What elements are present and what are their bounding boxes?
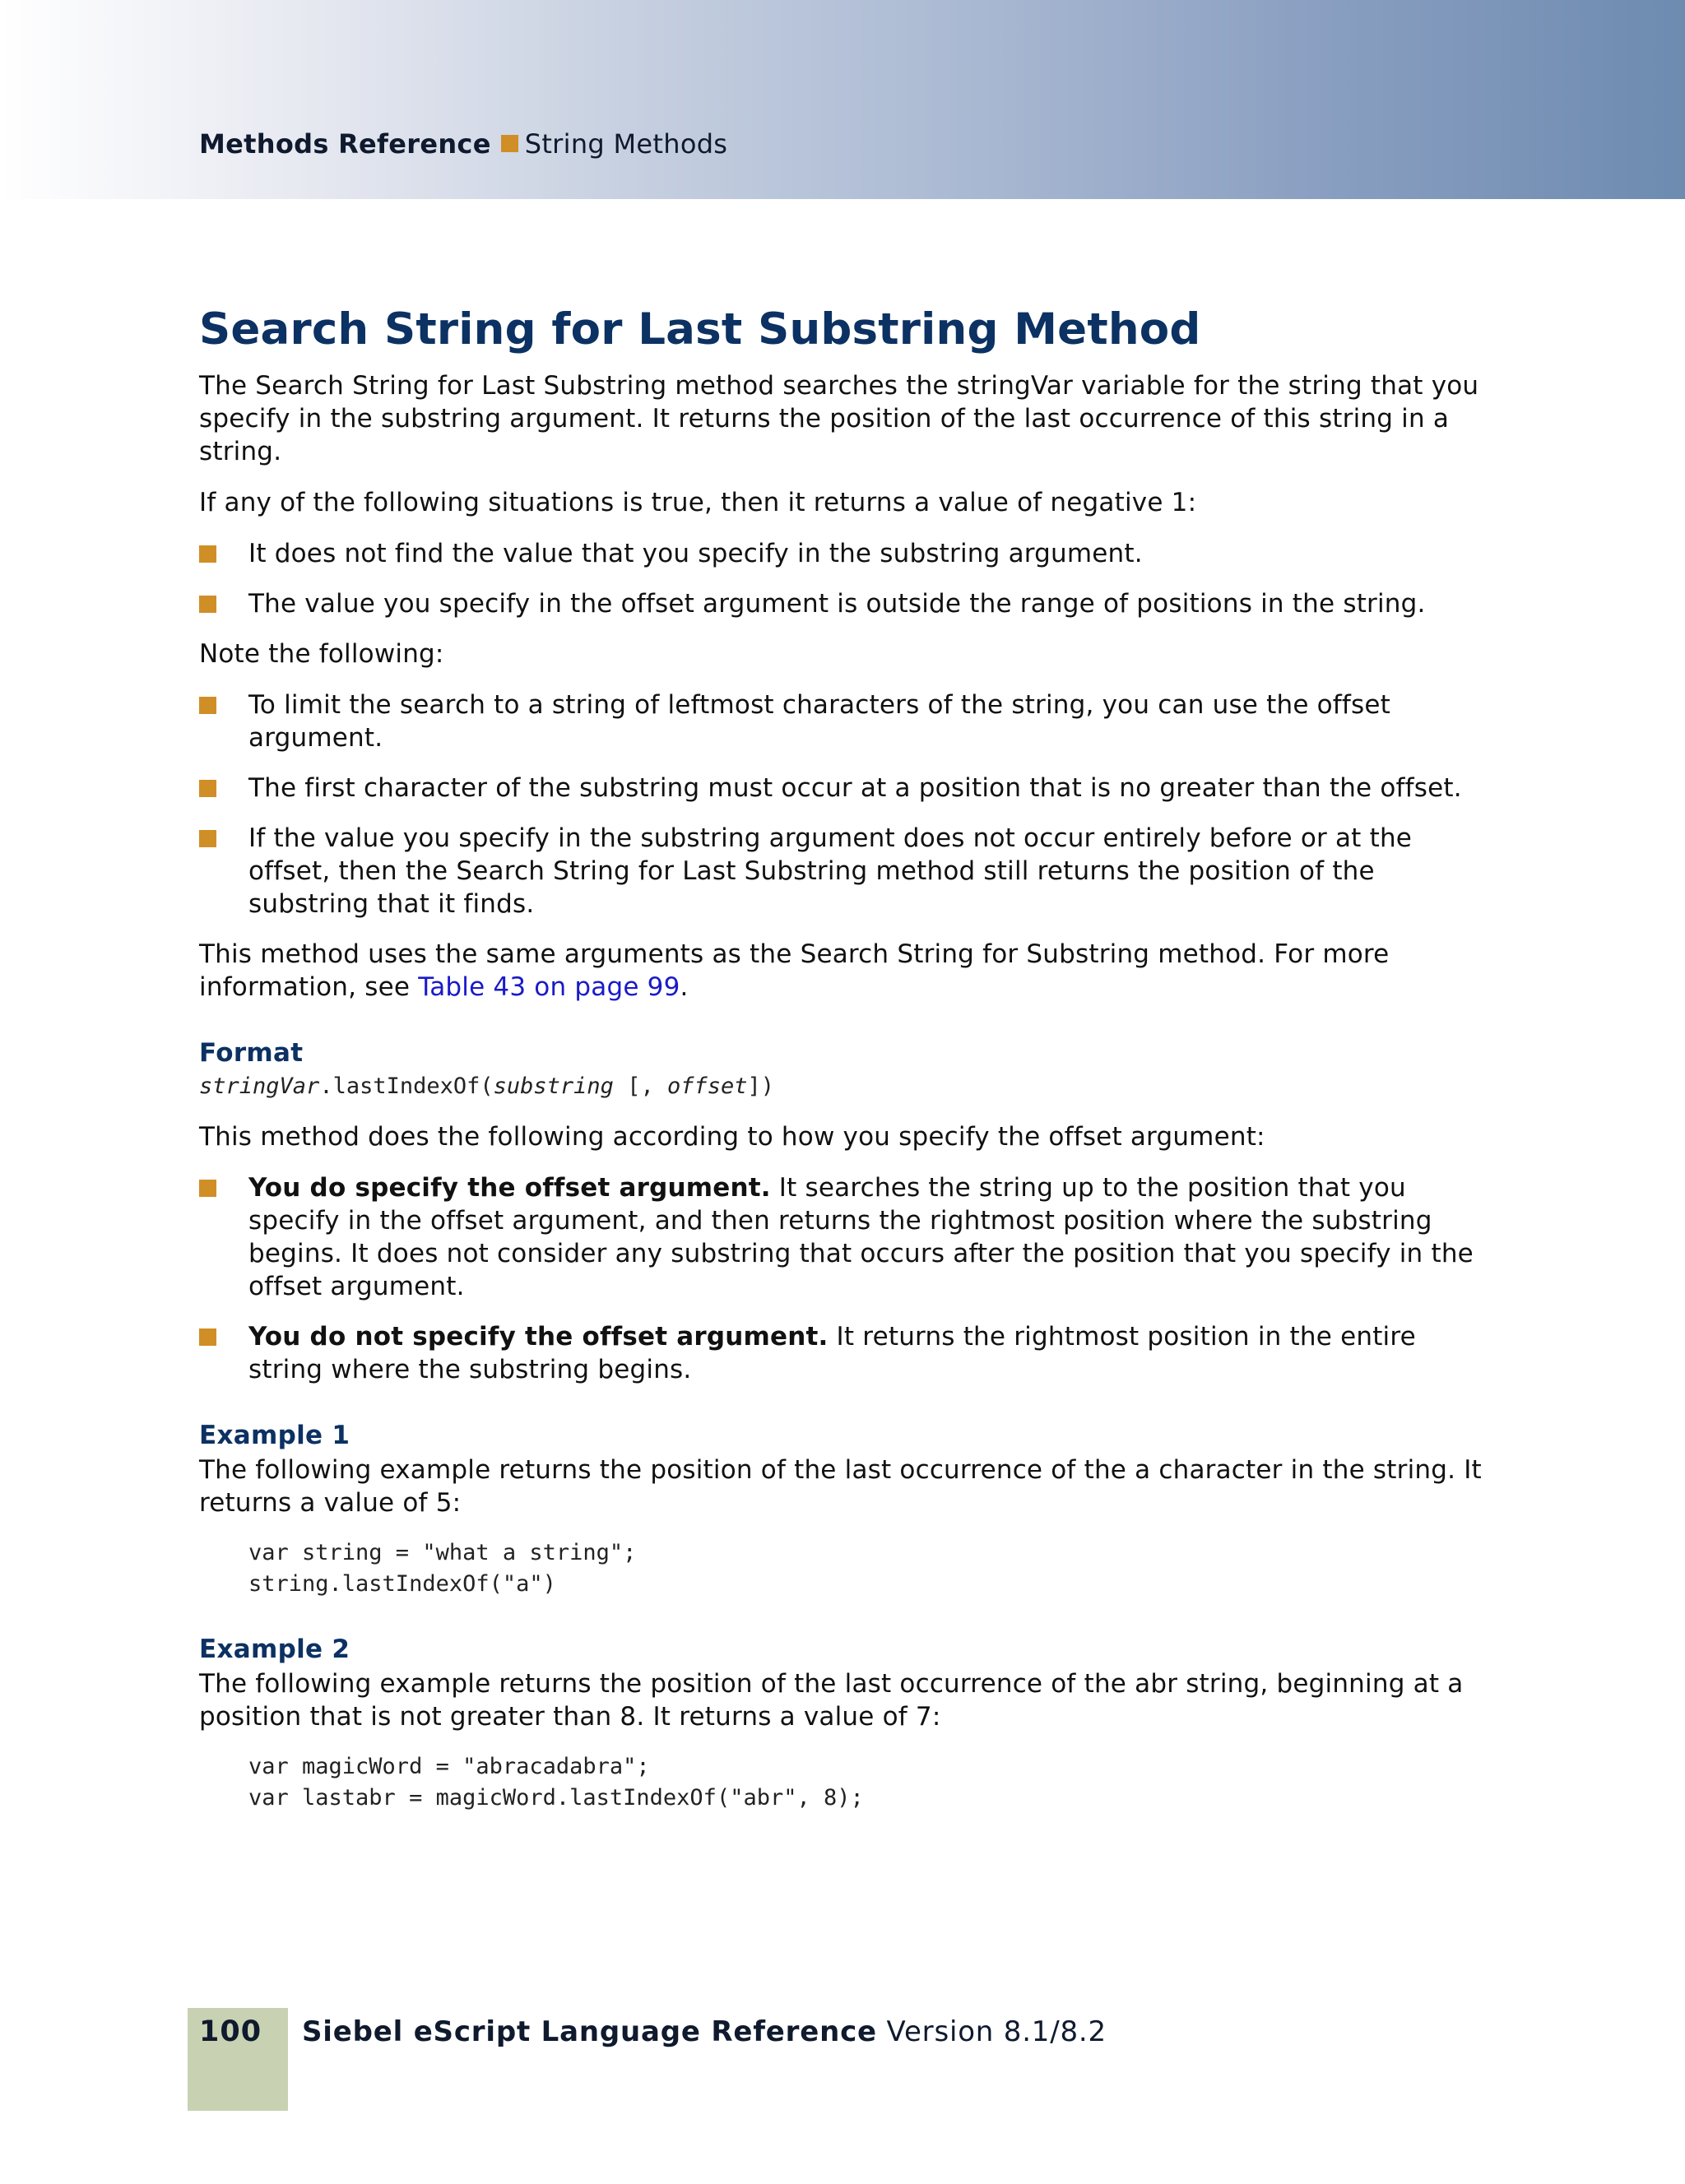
example2-text: The following example returns the position of the last occurrence of the abr string, beginning at a position that is not greater than 8. It returns a value of 7: bbox=[199, 1669, 1464, 1732]
behavior-intro: This method does the following according to how you specify the offset argument: bbox=[199, 1122, 1265, 1152]
list-item: You do specify the offset argument. It searches the string up to the position that you specify in the offset argument, and then returns the rightmost position where the substring begins. It does not consider any substring that occurs after the position that you specify in the offset argument. bbox=[199, 1171, 1483, 1303]
list-item: If the value you specify in the substring argument does not occur entirely before or at the offset, then the Search String for Last Substring method still returns the position of the substring that it finds. bbox=[199, 822, 1483, 920]
table-reference-link[interactable]: Table 43 on page 99 bbox=[418, 972, 680, 1002]
list-item: To limit the search to a string of leftmost characters of the string, you can use the offset argument. bbox=[199, 689, 1483, 754]
running-head bbox=[199, 128, 727, 160]
arguments-paragraph: This method uses the same arguments as the Search String for Substring method. For more information, see Table 43 on page 99. bbox=[199, 939, 1390, 1002]
intro-paragraph: The Search String for Last Substring method searches the stringVar variable for the string that you specify in the substring argument. It returns the position of the last occurrence of this string in a string. bbox=[199, 371, 1479, 466]
conditions-intro: If any of the following situations is true, then it returns a value of negative 1: bbox=[199, 488, 1197, 517]
example1-code: var string = "what a string"; string.lastIndexOf("a") bbox=[248, 1540, 637, 1597]
behavior-list bbox=[199, 1171, 1483, 1386]
header-band bbox=[0, 0, 1685, 199]
square-bullet-icon bbox=[199, 545, 216, 563]
example1-heading: Example 1 bbox=[199, 1421, 350, 1450]
example2-heading: Example 2 bbox=[199, 1635, 350, 1664]
list-item: The value you specify in the offset argument is outside the range of positions in the string. bbox=[199, 587, 1483, 620]
running-head-subsection: String Methods bbox=[524, 128, 728, 160]
conditions-list bbox=[199, 537, 1483, 620]
square-bullet-icon bbox=[199, 1328, 216, 1346]
square-bullet-icon bbox=[501, 135, 518, 152]
notes-list bbox=[199, 689, 1483, 920]
square-bullet-icon bbox=[199, 697, 216, 714]
page-title: Search String for Last Substring Method bbox=[199, 304, 1201, 355]
square-bullet-icon bbox=[199, 596, 216, 613]
example2-code: var magicWord = "abracadabra"; var lastabr = magicWord.lastIndexOf("abr", 8); bbox=[248, 1754, 864, 1811]
square-bullet-icon bbox=[199, 780, 216, 797]
example1-text: The following example returns the position of the last occurrence of the a character in the string. It returns a value of 5: bbox=[199, 1455, 1482, 1518]
square-bullet-icon bbox=[199, 1180, 216, 1197]
format-heading: Format bbox=[199, 1038, 304, 1068]
notes-intro: Note the following: bbox=[199, 639, 444, 669]
list-item: The first character of the substring must occur at a position that is no greater than the offset. bbox=[199, 772, 1483, 805]
running-head-section: Methods Reference bbox=[199, 128, 491, 160]
list-item: You do not specify the offset argument. It returns the rightmost position in the entire string where the substring begins. bbox=[199, 1320, 1483, 1386]
footer-book-title: Siebel eScript Language Reference Version 8.1/8.2 bbox=[302, 2015, 1107, 2048]
format-syntax: stringVar.lastIndexOf(substring [, offset]) bbox=[199, 1073, 775, 1099]
list-item: It does not find the value that you specify in the substring argument. bbox=[199, 537, 1483, 570]
page-number: 100 bbox=[199, 2015, 262, 2048]
square-bullet-icon bbox=[199, 830, 216, 847]
page-content bbox=[199, 304, 1483, 1814]
